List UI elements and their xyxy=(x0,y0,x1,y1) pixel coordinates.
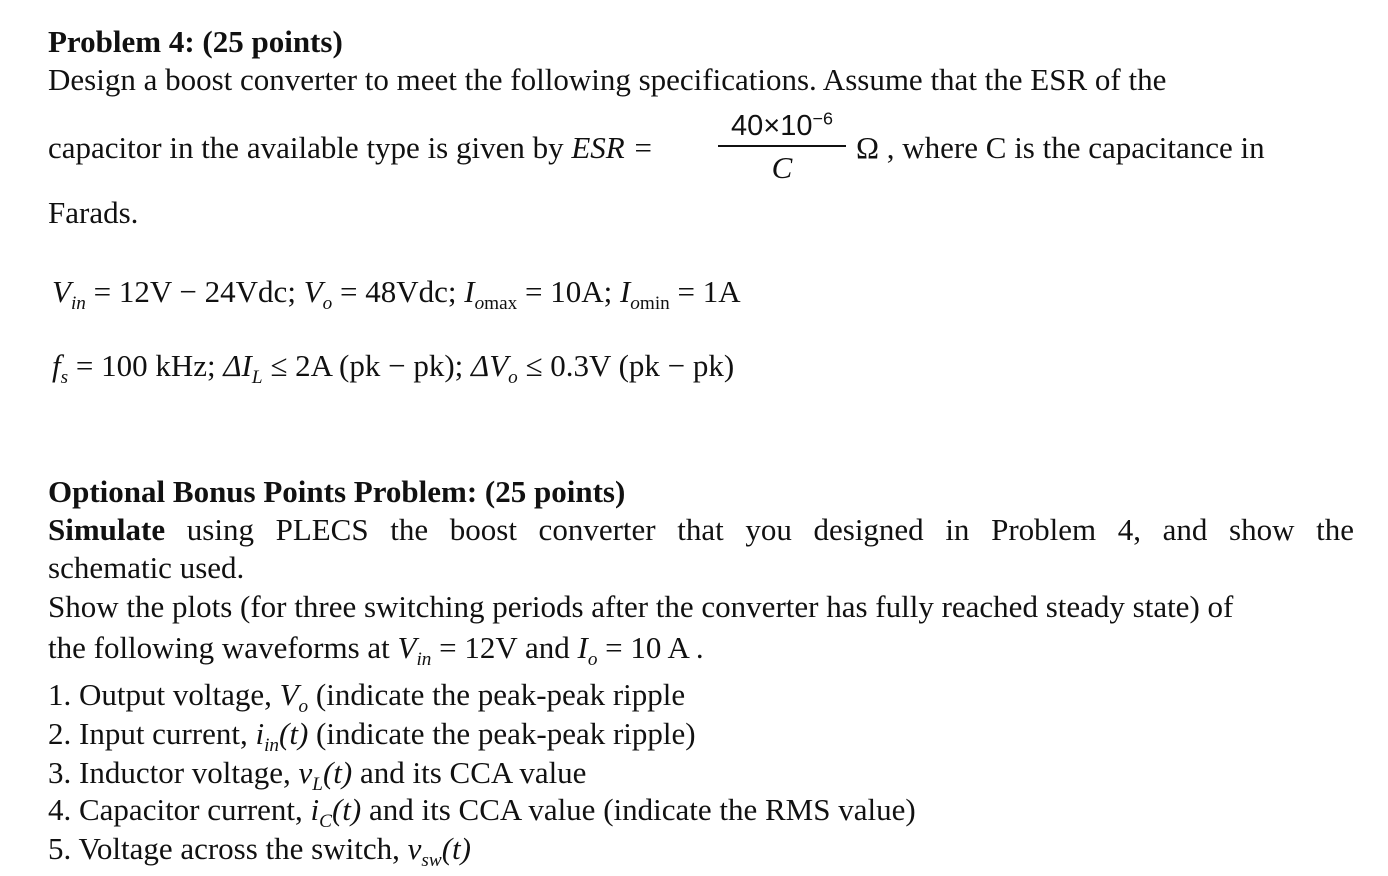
list-item: 4. Capacitor current, $i_C(t)$ and its CCA value (indicate the RMS value) xyxy=(48,792,916,833)
bonus-line-3: Show the plots (for three switching periods after the converter has fully reached steady state) of xyxy=(48,589,1234,624)
list-item: 1. Output voltage, $V_o$ (indicate the peak-peak ripple xyxy=(48,677,686,718)
bonus-line-4: the following waveforms at $V_{in} = 12V$ and $I_o = 10$ A . xyxy=(48,630,704,671)
list-item: 3. Inductor voltage, $v_L(t)$ and its CCA value xyxy=(48,755,587,796)
spec-row-1: $V_{in} = 12V - 24Vdc$; $V_o = 48Vdc$; $I_{omax} = 10A$; $I_{omin} = 1A$ xyxy=(52,274,741,315)
list-item: 2. Input current, $i_{in}(t)$ (indicate the peak-peak ripple) xyxy=(48,716,696,757)
spec-row-2: $f_s = 100$ kHz; $\Delta I_L \le 2A$ (pk − pk); $\Delta V_o \le 0.3V$ (pk − pk) xyxy=(52,348,735,389)
problem-title: Problem 4: (25 points) xyxy=(48,24,343,59)
problem-text-line-2-pre: capacitor in the available type is given by xyxy=(48,130,572,165)
problem-text-line-3: Farads. xyxy=(48,195,139,230)
list-item: 5. Voltage across the switch, $v_{sw}(t)$ xyxy=(48,831,471,872)
esr-numerator: $40\times 10^{-6}$ xyxy=(731,108,833,142)
problem-text-line-2-post: Ω , where C is the capacitance in xyxy=(856,130,1265,165)
problem-text-line-2-start xyxy=(48,130,653,166)
esr-lhs: ESR = xyxy=(571,130,654,165)
bonus-line-2: schematic used. xyxy=(48,550,245,585)
fraction-bar xyxy=(718,145,846,147)
problem-text-line-1: Design a boost converter to meet the following specifications. Assume that the ESR of the xyxy=(48,62,1167,97)
esr-fraction xyxy=(718,110,846,186)
esr-denominator: C xyxy=(771,150,793,185)
bonus-title: Optional Bonus Points Problem: (25 points) xyxy=(48,474,626,509)
bonus-line-1: Simulate using PLECS the boost converter that you designed in Problem 4, and show the xyxy=(48,512,1354,547)
